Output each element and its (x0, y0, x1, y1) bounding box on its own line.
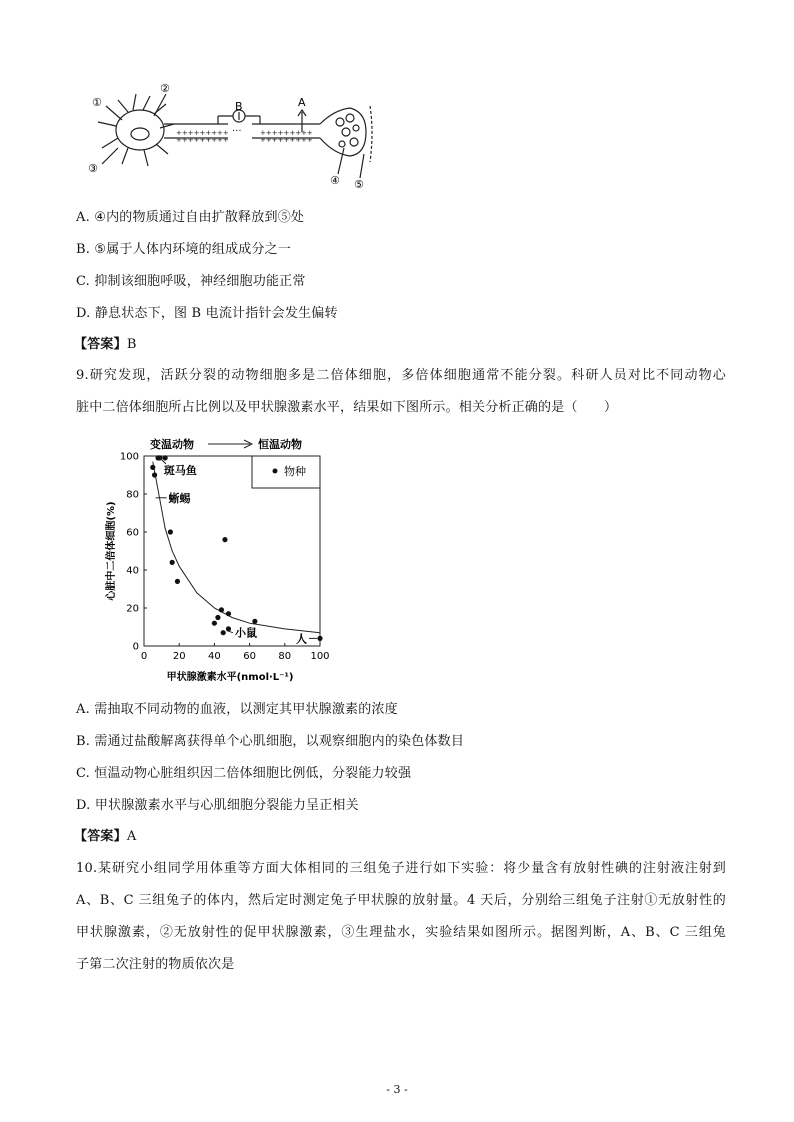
data-point (252, 619, 257, 624)
thyroid-scatter-chart (100, 428, 340, 688)
chart-title-right: 恒温动物 (258, 438, 302, 451)
q9-option-c: C. 恒温动物心脏组织因二倍体细胞比例低，分裂能力较强 (76, 766, 412, 781)
y-tick-label: 60 (126, 527, 139, 539)
title-arrow (208, 440, 252, 448)
x-tick-label: 20 (172, 651, 186, 662)
q10-line-3: 甲状腺激素，②无放射性的促甲状腺激素，③生理盐水，实验结果如图所示。据图判断，A、B、C 三组兔 (76, 925, 726, 940)
chart-title-left: 变温动物 (150, 438, 194, 451)
q10-line-1: 10.某研究小组同学用体重等方面大体相同的三组兔子进行如下实验：将少量含有放射性碘的注射液注射到 (76, 861, 726, 876)
y-tick-label: 20 (126, 603, 139, 615)
q8-option-a: A. ④内的物质通过自由扩散释放到⑤处 (76, 210, 305, 225)
label-b: B (235, 100, 243, 113)
y-tick-label: 100 (119, 451, 139, 463)
annotation-label: 蜥蜴 (168, 491, 191, 505)
label-a: A (298, 96, 306, 109)
svg-text:+++++++++: +++++++++ (176, 129, 229, 137)
neuron-diagram (88, 82, 378, 190)
x-tick-label: 60 (243, 651, 256, 662)
q8-answer-value: B (126, 337, 137, 352)
data-point (168, 529, 173, 534)
q10-line-2: A、B、C 三组兔子的体内，然后定时测定兔子甲状腺的放射量。4 天后，分别给三组兔子注射①无放射性的 (76, 893, 726, 908)
q8-option-d: D. 静息状态下，图 B 电流计指针会发生偏转 (76, 306, 338, 321)
data-point (226, 611, 231, 616)
q9-option-a: A. 需抽取不同动物的血液，以测定其甲状腺激素的浓度 (76, 702, 398, 717)
label-3: ③ (88, 162, 98, 175)
x-tick-label: 80 (278, 651, 292, 662)
trend-curve (153, 462, 320, 633)
data-point (317, 636, 322, 641)
data-point (152, 472, 157, 477)
data-point (215, 615, 220, 620)
y-axis-label: 心脏中二倍体细胞(%) (106, 501, 117, 601)
data-point (150, 465, 155, 470)
q9-answer: 【答案】A (74, 829, 137, 844)
axon-ellipsis: ··· (232, 126, 242, 137)
q8-answer: 【答案】B (74, 337, 137, 352)
data-point (221, 630, 226, 635)
label-4: ④ (330, 174, 340, 187)
page-number: - 3 - (386, 1083, 408, 1096)
annotation-label: 斑马鱼 (163, 463, 197, 477)
q8-option-c: C. 抑制该细胞呼吸，神经细胞功能正常 (76, 274, 306, 289)
data-point (219, 607, 224, 612)
data-point (163, 455, 168, 460)
annotation-label: 人 (296, 632, 307, 646)
y-tick-label: 40 (126, 565, 139, 577)
label-2: ② (160, 82, 170, 95)
x-tick-label: 40 (208, 651, 221, 662)
data-point (222, 537, 227, 542)
legend-marker (273, 469, 278, 474)
q9-stem-line-2: 脏中二倍体细胞所占比例以及甲状腺激素水平，结果如下图所示。相关分析正确的是（ ） (76, 400, 618, 415)
q9-option-b: B. 需通过盐酸解离获得单个心肌细胞，以观察细胞内的染色体数目 (76, 734, 465, 749)
q9-option-d: D. 甲状腺激素水平与心肌细胞分裂能力呈正相关 (76, 798, 359, 813)
data-point (212, 621, 217, 626)
q10-line-4: 子第二次注射的物质依次是 (76, 957, 235, 972)
data-point (170, 560, 175, 565)
annotation-label: 小鼠 (234, 626, 257, 640)
x-axis-label: 甲状腺激素水平(nmol·L⁻¹) (166, 672, 294, 683)
x-tick-label: 0 (140, 651, 148, 662)
q9-answer-value: A (126, 829, 137, 844)
data-point (175, 579, 180, 584)
legend-label: 物种 (284, 465, 306, 478)
svg-text:+++++++++: +++++++++ (176, 136, 229, 144)
q9-stem-line-1: 9.研究发现，活跃分裂的动物细胞多是二倍体细胞，多倍体细胞通常不能分裂。科研人员对比不同动物心 (76, 368, 726, 383)
y-tick-label: 0 (132, 641, 139, 653)
q8-option-b: B. ⑤属于人体内环境的组成成分之一 (76, 242, 292, 257)
x-tick-label: 100 (310, 651, 330, 662)
label-1: ① (92, 96, 102, 109)
svg-text:+++++++++: +++++++++ (260, 136, 313, 144)
label-5: ⑤ (354, 178, 364, 190)
svg-text:+++++++++: +++++++++ (260, 129, 313, 137)
y-tick-label: 80 (126, 489, 139, 501)
